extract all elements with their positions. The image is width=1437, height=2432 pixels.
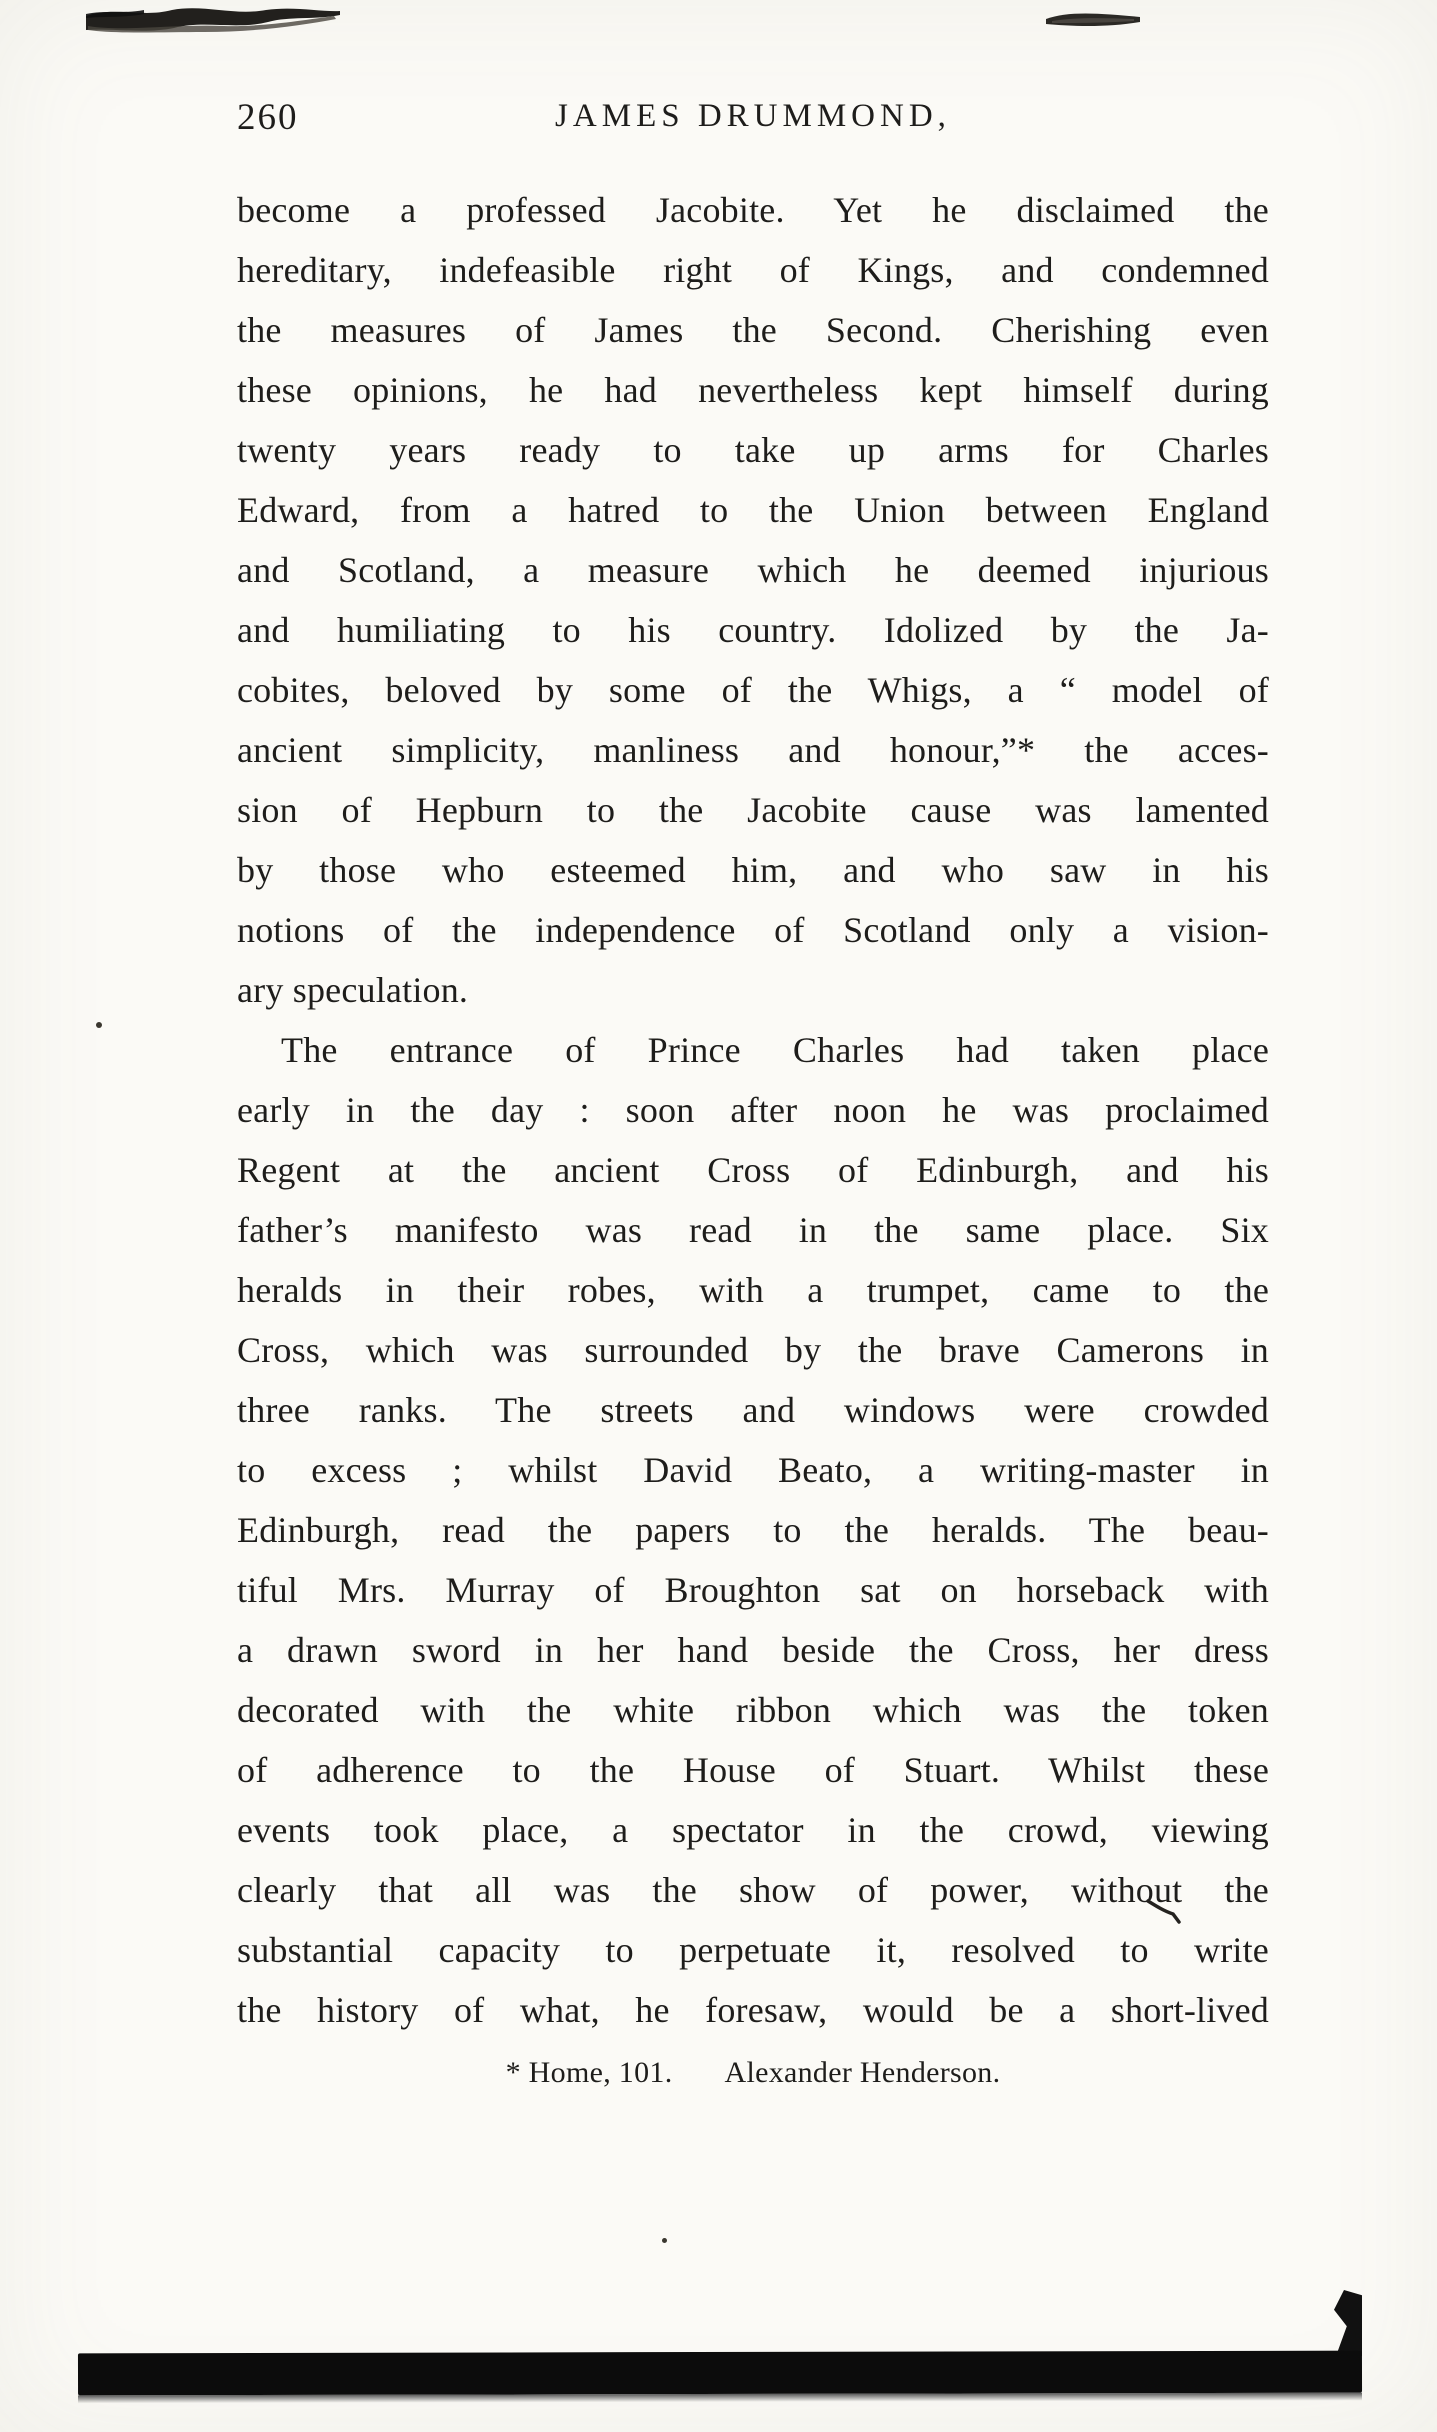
scan-artifact-dot-bottom: [662, 2238, 667, 2243]
text-line: Edward, from a hatred to the Union between England: [237, 490, 1269, 530]
text-line: substantial capacity to perpetuate it, resolved to write: [237, 1930, 1269, 1970]
paragraph: [237, 1020, 1269, 2040]
text-line: to excess ; whilst David Beato, a writing-master in: [237, 1450, 1269, 1490]
paragraph: [237, 180, 1269, 1020]
text-line: sion of Hepburn to the Jacobite cause was lamented: [237, 790, 1269, 830]
text-line: hereditary, indefeasible right of Kings, and condemned: [237, 250, 1269, 290]
footnote: [237, 2056, 1269, 2090]
page-header: [237, 92, 1269, 144]
text-line: twenty years ready to take up arms for Charles: [237, 430, 1269, 470]
text-line: father’s manifesto was read in the same place. Six: [237, 1210, 1269, 1250]
scan-artifact-bottom-bar: [78, 2351, 1362, 2396]
text-line: early in the day : soon after noon he was proclaimed: [237, 1090, 1269, 1130]
text-line: ancient simplicity, manliness and honour,”* the acces-: [237, 730, 1269, 770]
text-line: clearly that all was the show of power, without the: [237, 1870, 1269, 1910]
page-number: 260: [237, 97, 299, 138]
scan-artifact-bottom-bar-shadow: [78, 2393, 1362, 2404]
scan-artifact-corner-mark: [1322, 2290, 1362, 2356]
text-line: and Scotland, a measure which he deemed injurious: [237, 550, 1269, 590]
text-line: by those who esteemed him, and who saw in his: [237, 850, 1269, 890]
text-line: The entrance of Prince Charles had taken place: [281, 1030, 1269, 1070]
body-text: [237, 180, 1269, 2040]
footnote-attribution: Alexander Henderson.: [724, 2056, 1001, 2089]
text-line: become a professed Jacobite. Yet he disclaimed the: [237, 190, 1269, 230]
text-line: three ranks. The streets and windows were crowded: [237, 1390, 1269, 1430]
text-line: Regent at the ancient Cross of Edinburgh, and his: [237, 1150, 1269, 1190]
text-line: these opinions, he had nevertheless kept himself during: [237, 370, 1269, 410]
text-line: of adherence to the House of Stuart. Whilst these: [237, 1750, 1269, 1790]
scan-artifact-top-left: [84, 2, 342, 48]
text-line: cobites, beloved by some of the Whigs, a “ model of: [237, 670, 1269, 710]
scan-artifact-dot-left: [96, 1022, 102, 1028]
text-line: tiful Mrs. Murray of Broughton sat on horseback with: [237, 1570, 1269, 1610]
text-line: notions of the independence of Scotland only a vision-: [237, 910, 1269, 950]
text-line: the history of what, he foresaw, would be a short-lived: [237, 1990, 1269, 2030]
text-line: the measures of James the Second. Cherishing even: [237, 310, 1269, 350]
running-head: JAMES DRUMMOND,: [555, 98, 951, 134]
text-line: decorated with the white ribbon which was the token: [237, 1690, 1269, 1730]
footnote-citation: * Home, 101.: [505, 2056, 673, 2089]
text-line: Cross, which was surrounded by the brave Camerons in: [237, 1330, 1269, 1370]
text-line: Edinburgh, read the papers to the heralds. The beau-: [237, 1510, 1269, 1550]
scan-artifact-top-right: [1046, 8, 1142, 34]
text-line: heralds in their robes, with a trumpet, came to the: [237, 1270, 1269, 1310]
text-line: a drawn sword in her hand beside the Cross, her dress: [237, 1630, 1269, 1670]
text-line: ary speculation.: [237, 970, 469, 1010]
text-line: and humiliating to his country. Idolized by the Ja-: [237, 610, 1269, 650]
text-line: events took place, a spectator in the crowd, viewing: [237, 1810, 1269, 1850]
